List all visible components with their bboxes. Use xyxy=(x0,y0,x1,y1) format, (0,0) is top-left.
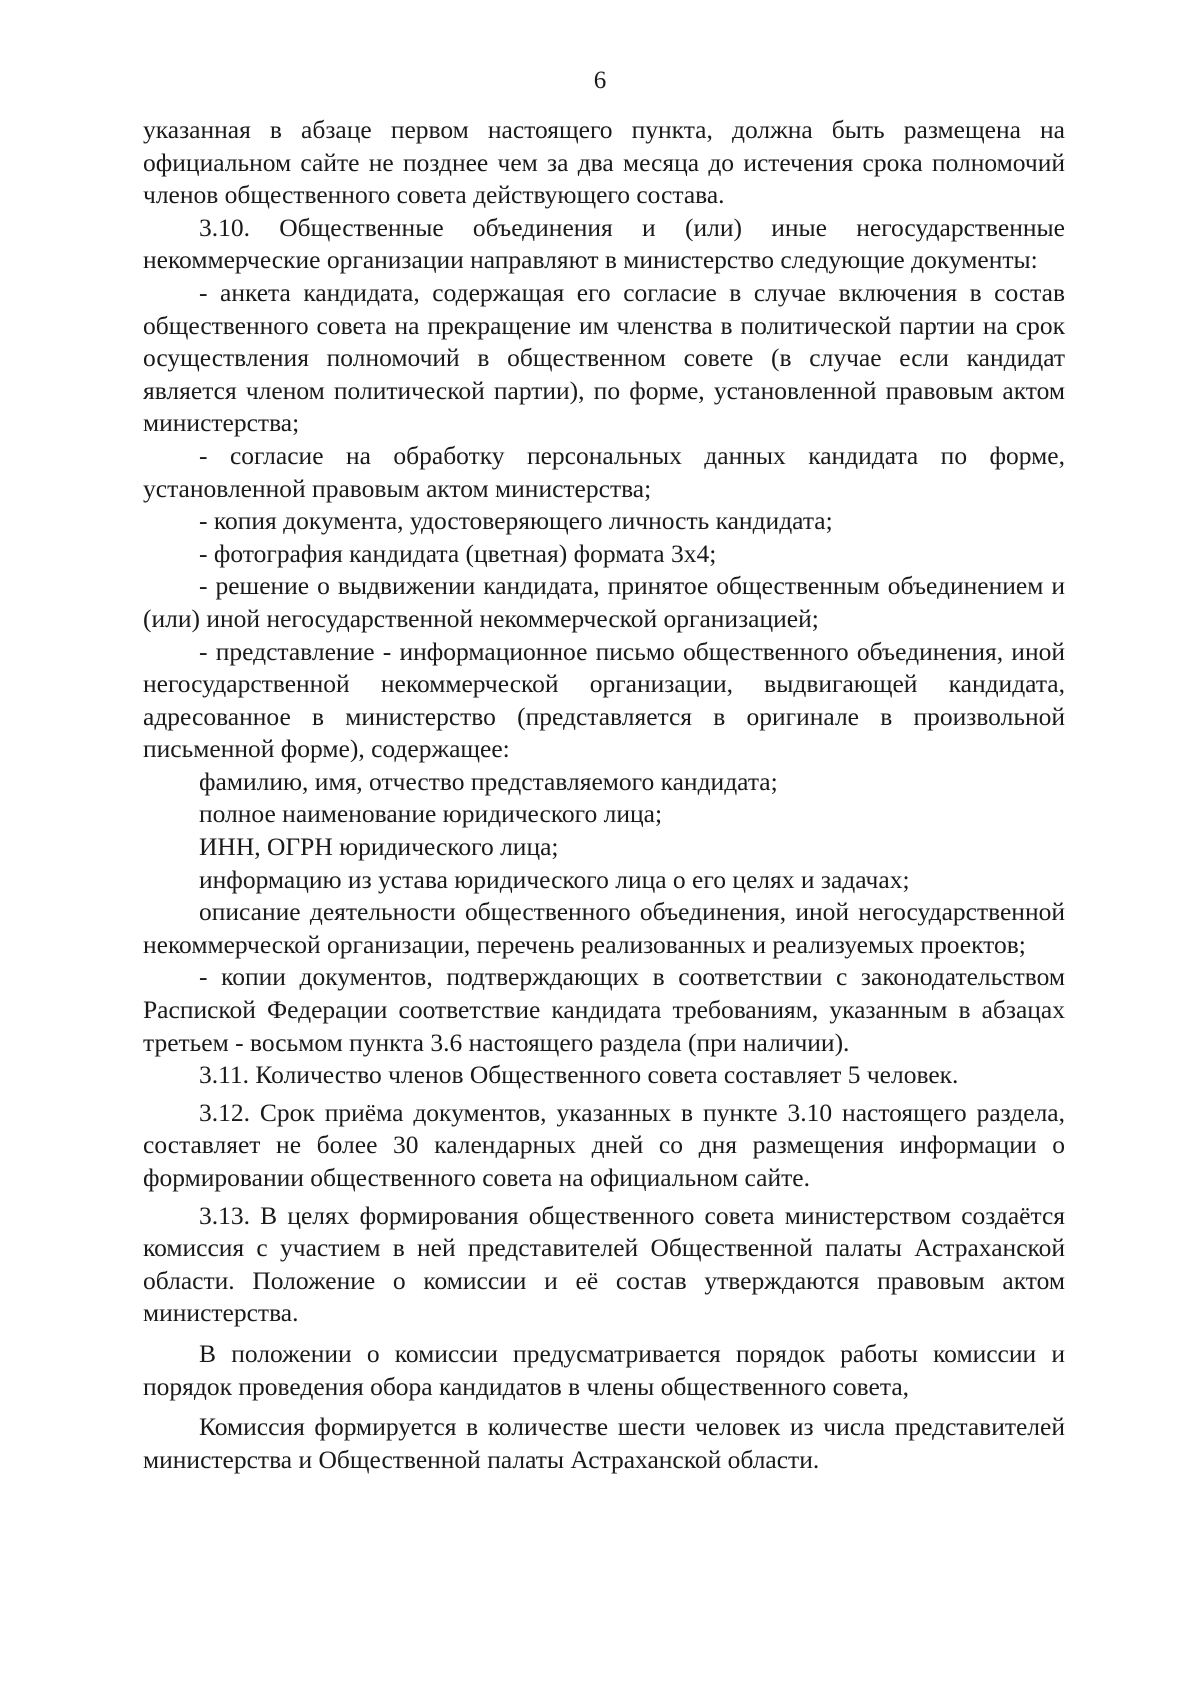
paragraph-3-10: 3.10. Общественные объединения и (или) иные негосударственные некоммерческие организации направляют в министерство следующие документы: xyxy=(143,212,1065,275)
sub-item-inn-ogrn: ИНН, ОГРН юридического лица; xyxy=(199,832,559,862)
sub-item-legal-name: полное наименование юридического лица; xyxy=(199,799,663,829)
paragraph-commission-regulation: В положении о комиссии предусматривается порядок работы комиссии и порядок проведения обора кандидатов в члены общественного совета, xyxy=(143,1338,1065,1401)
list-item-representation: - представление - информационное письмо общественного объединения, иной негосударственной некоммерческой организации, выдвигающей кандидата, адресованное в министерство (представляется в оригинале в произвольной письменной форме), содержащее: xyxy=(143,636,1065,764)
list-item-id-copy: - копия документа, удостоверяющего личность кандидата; xyxy=(199,506,833,536)
page-number: 6 xyxy=(593,67,607,94)
sub-item-activity-description: описание деятельности общественного объединения, иной негосударственной некоммерческой организации, перечень реализованных и реализуемых проектов; xyxy=(143,897,1065,959)
sub-item-full-name: фамилию, имя, отчество представляемого кандидата; xyxy=(199,766,778,796)
paragraph-3-11: 3.11. Количество членов Общественного совета составляет 5 человек. xyxy=(199,1060,959,1090)
list-item-consent: - согласие на обработку персональных данных кандидата по форме, установленной правовым актом министерства; xyxy=(143,440,1065,503)
paragraph-commission-composition: Комиссия формируется в количестве шести человек из числа представителей министерства и Общественной палаты Астраханской области. xyxy=(143,1412,1065,1474)
list-item-questionnaire: - анкета кандидата, содержащая его согласие в случае включения в состав общественного совета на прекращение им членства в политической партии на срок осуществления полномочий в общественном совете (в случае если кандидат является членом политической партии), по форме, установленной правовым актом министерства; xyxy=(143,277,1065,438)
document-body xyxy=(143,114,1065,1476)
list-item-document-copies: - копии документов, подтверждающих в соответствии с законодательством Расписк​ой Федерации соответствие кандидата требованиям, указанным в абзацах третьем - восьмом пункта 3.6 настоящего раздела (при наличии). xyxy=(143,962,1065,1057)
paragraph-continuation: указанная в абзаце первом настоящего пункта, должна быть размещена на официальном сайте не позднее чем за два месяца до истечения срока полномочий членов общественного совета действующего состава. xyxy=(143,115,1065,210)
paragraph-3-12: 3.12. Срок приёма документов, указанных в пункте 3.10 настоящего раздела, составляет не более 30 календарных дней со дня размещения информации о формировании общественного совета на официальном сайте. xyxy=(143,1097,1065,1192)
sub-item-charter-info: информацию из устава юридического лица о его целях и задачах; xyxy=(199,864,910,894)
list-item-nomination-decision: - решение о выдвижении кандидата, принятое общественным объединением и (или) иной негосударственной некоммерческой организацией; xyxy=(143,571,1065,633)
paragraph-3-13: 3.13. В целях формирования общественного совета министерством создаётся комиссия с участием в ней представителей Общественной палаты Астраханской области. Положение о комиссии и её состав утверждаются правовым актом министерства. xyxy=(143,1200,1065,1328)
list-item-photo: - фотография кандидата (цветная) формата 3х4; xyxy=(199,538,717,568)
